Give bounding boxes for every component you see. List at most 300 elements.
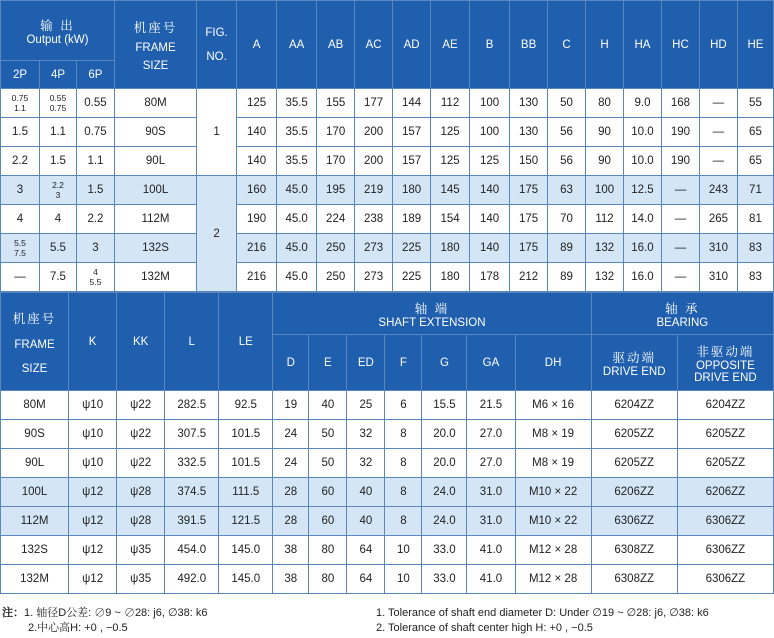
table-row [1, 478, 774, 507]
dimension-cell: 238 [355, 205, 393, 234]
l-cell: 374.5 [165, 478, 219, 507]
dimension-cell: 170 [317, 147, 355, 176]
output-cell: 2.2 [1, 147, 40, 176]
shaft-cell: M10 × 22 [515, 507, 591, 536]
opposite-end-bearing-cell: 6306ZZ [677, 536, 773, 565]
output-cell [40, 176, 77, 205]
col-header: AE [431, 1, 470, 89]
k-cell: ψ12 [69, 536, 117, 565]
col-header: AC [355, 1, 393, 89]
dimension-cell: 16.0 [624, 263, 662, 292]
dimension-table-shaft [0, 292, 774, 594]
output-cell: 0.55 [76, 89, 114, 118]
dimension-cell: 45.0 [277, 176, 317, 205]
shaft-cell: 10 [385, 536, 422, 565]
notes-en [376, 606, 709, 636]
frame2-header-en2: SIZE [21, 362, 48, 375]
frame-size-cell: 90L [114, 147, 196, 176]
output-cell-part: 0.75 [49, 103, 67, 113]
frame-size-cell: 112M [1, 507, 69, 536]
shaft-cell: M10 × 22 [515, 478, 591, 507]
shaft-cell: 41.0 [467, 536, 515, 565]
shaft-cell: 64 [347, 565, 385, 594]
dimension-table-main [0, 0, 774, 292]
drive-end-bearing-cell: 6306ZZ [591, 507, 677, 536]
shaft-cell: 50 [309, 420, 347, 449]
shaft-col-header: GA [467, 335, 515, 391]
col-header: B [470, 1, 510, 89]
output-cell: 7.5 [40, 263, 77, 292]
dimension-cell: 216 [237, 234, 277, 263]
shaft-cell: 41.0 [467, 565, 515, 594]
dimension-cell: 65 [737, 147, 773, 176]
output-header [1, 1, 115, 61]
output-cell: 1.5 [40, 147, 77, 176]
kk-cell: ψ22 [117, 449, 165, 478]
frame-size-header-2 [1, 293, 69, 391]
col-header: AA [277, 1, 317, 89]
dimension-cell: 190 [661, 118, 699, 147]
table-row [1, 449, 774, 478]
l-cell: 454.0 [165, 536, 219, 565]
shaft-col-header: F [385, 335, 422, 391]
fig-no-cell: 2 [197, 176, 237, 292]
main-table-header [1, 1, 774, 89]
frame-size-cell: 100L [1, 478, 69, 507]
table-row [1, 565, 774, 594]
shaft-header-cn: 轴 端 [414, 301, 450, 316]
col-header: HE [737, 1, 773, 89]
shaft-cell: M6 × 16 [515, 391, 591, 420]
shaft-cell: 25 [347, 391, 385, 420]
dimension-cell: 155 [317, 89, 355, 118]
dimension-cell: 225 [393, 263, 431, 292]
output-cell-part: 7.5 [14, 248, 26, 258]
dimension-cell: 70 [548, 205, 586, 234]
dimension-cell: 125 [431, 118, 470, 147]
pole-header-2p: 2P [1, 61, 40, 89]
dimension-cell: 145 [431, 176, 470, 205]
output-cell [1, 89, 40, 118]
shaft-cell: 38 [273, 565, 309, 594]
l-cell: 332.5 [165, 449, 219, 478]
table-row [1, 391, 774, 420]
opposite-end-bearing-cell: 6206ZZ [677, 478, 773, 507]
dimension-cell: 180 [431, 234, 470, 263]
dimension-cell: 310 [699, 234, 737, 263]
col-header: AB [317, 1, 355, 89]
frame-header-en1: FRAME [135, 41, 176, 54]
col-header: HA [624, 1, 662, 89]
dimension-cell: 140 [470, 205, 510, 234]
shaft-cell: 8 [385, 420, 422, 449]
dimension-cell: 112 [431, 89, 470, 118]
opp-end-en1: OPPOSITE [695, 359, 755, 372]
le-cell: 145.0 [219, 536, 273, 565]
output-cell: 0.75 [76, 118, 114, 147]
shaft-cell: 20.0 [422, 420, 467, 449]
shaft-table-header [1, 293, 774, 391]
dimension-cell: 90 [586, 147, 624, 176]
dimension-cell: 125 [470, 147, 510, 176]
dimension-cell: 90 [586, 118, 624, 147]
dimension-cell: — [661, 176, 699, 205]
le-cell: 121.5 [219, 507, 273, 536]
bearing-header-cn: 轴 承 [665, 301, 700, 316]
dimension-cell: 10.0 [624, 147, 662, 176]
dimension-cell: — [699, 89, 737, 118]
dimension-cell: 178 [470, 263, 510, 292]
dimension-cell: 154 [431, 205, 470, 234]
table-row [1, 147, 774, 176]
drive-end-bearing-cell: 6308ZZ [591, 565, 677, 594]
shaft-cell: 31.0 [467, 478, 515, 507]
col-header: A [237, 1, 277, 89]
dimension-cell: 180 [393, 176, 431, 205]
dimension-cell: 225 [393, 234, 431, 263]
table-row [1, 536, 774, 565]
frame-size-cell: 90S [1, 420, 69, 449]
dimension-cell: 175 [510, 205, 548, 234]
dimension-cell: 16.0 [624, 234, 662, 263]
output-cell [40, 89, 77, 118]
dimension-cell: 180 [431, 263, 470, 292]
fig-header-line2: NO. [206, 50, 227, 63]
shaft-cell: 40 [347, 478, 385, 507]
col-header: H [586, 1, 624, 89]
le-header: LE [219, 293, 273, 391]
dimension-cell: 250 [317, 263, 355, 292]
table-row [1, 89, 774, 118]
k-cell: ψ12 [69, 565, 117, 594]
dimension-cell: 35.5 [277, 147, 317, 176]
l-cell: 391.5 [165, 507, 219, 536]
shaft-cell: 33.0 [422, 536, 467, 565]
shaft-col-header: G [422, 335, 467, 391]
dimension-cell: 175 [510, 234, 548, 263]
dimension-cell: 100 [586, 176, 624, 205]
output-cell: 3 [1, 176, 40, 205]
dimension-cell: 200 [355, 118, 393, 147]
dimension-cell: 125 [237, 89, 277, 118]
shaft-col-header: E [309, 335, 347, 391]
dimension-cell: 83 [737, 234, 773, 263]
shaft-cell: 31.0 [467, 507, 515, 536]
dimension-cell: — [661, 205, 699, 234]
frame2-header-cn: 机座号 [12, 311, 57, 326]
l-cell: 492.0 [165, 565, 219, 594]
dimension-cell: 224 [317, 205, 355, 234]
dimension-cell: — [661, 263, 699, 292]
shaft-cell: 38 [273, 536, 309, 565]
dimension-cell: 140 [237, 147, 277, 176]
output-cell: 5.5 [40, 234, 77, 263]
le-cell: 101.5 [219, 449, 273, 478]
le-cell: 145.0 [219, 565, 273, 594]
shaft-cell: 32 [347, 449, 385, 478]
shaft-cell: 28 [273, 507, 309, 536]
shaft-cell: 80 [309, 536, 347, 565]
kk-cell: ψ22 [117, 420, 165, 449]
opposite-end-bearing-cell: 6205ZZ [677, 420, 773, 449]
k-cell: ψ12 [69, 507, 117, 536]
note-en-2: 2. Tolerance of shaft center high H: +0 , −0.5 [376, 622, 593, 634]
output-cell-part: 0.55 [49, 93, 67, 103]
frame-size-cell: 80M [114, 89, 196, 118]
dimension-cell: 310 [699, 263, 737, 292]
dimension-cell: 170 [317, 118, 355, 147]
dimension-cell: 56 [548, 147, 586, 176]
output-header-cn: 输 出 [40, 18, 75, 33]
frame-size-cell: 90S [114, 118, 196, 147]
col-header: AD [393, 1, 431, 89]
output-cell-part: 4 [93, 267, 98, 277]
dimension-cell: 112 [586, 205, 624, 234]
dimension-cell: 265 [699, 205, 737, 234]
dimension-cell: 9.0 [624, 89, 662, 118]
dimension-cell: 150 [510, 147, 548, 176]
col-header: HC [661, 1, 699, 89]
pole-header-6p: 6P [76, 61, 114, 89]
opp-end-en2: DRIVE END [694, 371, 757, 384]
shaft-cell: 21.5 [467, 391, 515, 420]
opposite-end-bearing-cell: 6306ZZ [677, 565, 773, 594]
frame-size-cell: 132M [1, 565, 69, 594]
col-header: C [548, 1, 586, 89]
frame-size-cell: 90L [1, 449, 69, 478]
drive-end-bearing-cell: 6205ZZ [591, 420, 677, 449]
drive-end-bearing-cell: 6308ZZ [591, 536, 677, 565]
opp-end-cn: 非驱动端 [696, 344, 755, 359]
dimension-cell: 132 [586, 234, 624, 263]
opposite-end-bearing-cell: 6306ZZ [677, 507, 773, 536]
dimension-cell: 157 [393, 147, 431, 176]
dimension-cell: 14.0 [624, 205, 662, 234]
table-row [1, 263, 774, 292]
kk-cell: ψ28 [117, 507, 165, 536]
dimension-cell: 45.0 [277, 205, 317, 234]
shaft-cell: 24 [273, 420, 309, 449]
note-cn-2: 2.中心高H: +0 , −0.5 [28, 622, 128, 634]
frame-size-cell: 112M [114, 205, 196, 234]
dimension-cell: 125 [431, 147, 470, 176]
dimension-cell: 273 [355, 234, 393, 263]
shaft-header-en: SHAFT EXTENSION [378, 316, 486, 329]
kk-header: KK [117, 293, 165, 391]
dimension-cell: 190 [661, 147, 699, 176]
shaft-cell: 8 [385, 507, 422, 536]
shaft-cell: 80 [309, 565, 347, 594]
dimension-cell: 216 [237, 263, 277, 292]
bearing-header [591, 293, 773, 335]
dimension-cell: 71 [737, 176, 773, 205]
dimension-cell: 132 [586, 263, 624, 292]
table-row [1, 176, 774, 205]
dimension-cell: 55 [737, 89, 773, 118]
table-row [1, 118, 774, 147]
table-row [1, 234, 774, 263]
dimension-cell: 10.0 [624, 118, 662, 147]
k-header: K [69, 293, 117, 391]
output-cell-part: 0.75 [11, 93, 29, 103]
shaft-cell: 27.0 [467, 420, 515, 449]
dimension-cell: 45.0 [277, 234, 317, 263]
shaft-extension-header [273, 293, 591, 335]
frame-header-cn: 机座号 [133, 20, 178, 35]
dimension-cell: 130 [510, 118, 548, 147]
shaft-cell: M8 × 19 [515, 449, 591, 478]
k-cell: ψ10 [69, 449, 117, 478]
pole-header-4p: 4P [40, 61, 77, 89]
shaft-cell: 60 [309, 478, 347, 507]
shaft-cell: 24 [273, 449, 309, 478]
dimension-cell: 35.5 [277, 118, 317, 147]
shaft-cell: 64 [347, 536, 385, 565]
shaft-cell: 40 [347, 507, 385, 536]
dimension-cell: 80 [586, 89, 624, 118]
frame-header-en2: SIZE [142, 59, 169, 72]
output-cell: 1.5 [76, 176, 114, 205]
frame-size-header [114, 1, 196, 89]
drive-end-cn: 驱动端 [612, 350, 656, 365]
dimension-cell: 212 [510, 263, 548, 292]
fig-header-line1: FIG. [205, 26, 228, 39]
fig-no-header [197, 1, 237, 89]
drive-end-bearing-cell: 6206ZZ [591, 478, 677, 507]
output-cell [76, 263, 114, 292]
main-table-body [1, 89, 774, 292]
output-cell-part: 5.5 [14, 238, 26, 248]
shaft-cell: 20.0 [422, 449, 467, 478]
shaft-cell: 8 [385, 449, 422, 478]
kk-cell: ψ35 [117, 565, 165, 594]
k-cell: ψ10 [69, 391, 117, 420]
output-cell: 4 [1, 205, 40, 234]
shaft-cell: 24.0 [422, 507, 467, 536]
drive-end-bearing-cell: 6205ZZ [591, 449, 677, 478]
shaft-cell: 19 [273, 391, 309, 420]
output-cell: 3 [76, 234, 114, 263]
shaft-col-header: DH [515, 335, 591, 391]
note-en-1: 1. Tolerance of shaft end diameter D: Under ∅19 ~ ∅28: j6, ∅38: k6 [376, 607, 709, 619]
shaft-cell: 60 [309, 507, 347, 536]
output-cell: 1.1 [40, 118, 77, 147]
output-cell [1, 234, 40, 263]
output-cell-part: 1.1 [14, 103, 26, 113]
shaft-cell: M8 × 19 [515, 420, 591, 449]
frame-size-cell: 100L [114, 176, 196, 205]
dimension-cell: 100 [470, 89, 510, 118]
note-cn-1: 1. 轴径D公差: ∅9 ~ ∅28: j6, ∅38: k6 [24, 607, 208, 619]
bearing-header-en: BEARING [656, 316, 709, 329]
dimension-cell: 200 [355, 147, 393, 176]
shaft-cell: 8 [385, 478, 422, 507]
l-cell: 307.5 [165, 420, 219, 449]
dimension-cell: 144 [393, 89, 431, 118]
k-cell: ψ12 [69, 478, 117, 507]
dimension-cell: 35.5 [277, 89, 317, 118]
kk-cell: ψ28 [117, 478, 165, 507]
output-cell: 2.2 [76, 205, 114, 234]
kk-cell: ψ35 [117, 536, 165, 565]
dimension-cell: 63 [548, 176, 586, 205]
dimension-cell: 140 [470, 234, 510, 263]
dimension-cell: 250 [317, 234, 355, 263]
dimension-cell: 177 [355, 89, 393, 118]
fig-no-cell: 1 [197, 89, 237, 176]
notes [0, 604, 774, 638]
table-row [1, 420, 774, 449]
shaft-cell: 40 [309, 391, 347, 420]
shaft-cell: 28 [273, 478, 309, 507]
shaft-cell: 32 [347, 420, 385, 449]
shaft-col-header: ED [347, 335, 385, 391]
opposite-drive-end-header [677, 335, 773, 391]
shaft-table-body [1, 391, 774, 594]
output-cell: — [1, 263, 40, 292]
shaft-cell: 10 [385, 565, 422, 594]
shaft-cell: 27.0 [467, 449, 515, 478]
dimension-cell: 157 [393, 118, 431, 147]
shaft-cell: 15.5 [422, 391, 467, 420]
le-cell: 101.5 [219, 420, 273, 449]
output-cell-part: 2.2 [52, 180, 64, 190]
shaft-cell: 33.0 [422, 565, 467, 594]
dimension-cell: 243 [699, 176, 737, 205]
dimension-cell: 100 [470, 118, 510, 147]
output-cell: 1.1 [76, 147, 114, 176]
shaft-cell: M12 × 28 [515, 565, 591, 594]
notes-cn [2, 606, 208, 636]
dimension-cell: 130 [510, 89, 548, 118]
dimension-cell: 89 [548, 234, 586, 263]
dimension-cell: 189 [393, 205, 431, 234]
dimension-cell: 160 [237, 176, 277, 205]
output-cell: 1.5 [1, 118, 40, 147]
frame-size-cell: 132S [114, 234, 196, 263]
output-cell-part: 5.5 [89, 277, 102, 287]
le-cell: 92.5 [219, 391, 273, 420]
dimension-cell: 273 [355, 263, 393, 292]
shaft-cell: 6 [385, 391, 422, 420]
dimension-cell: — [661, 234, 699, 263]
frame-size-cell: 132S [1, 536, 69, 565]
dimension-cell: 89 [548, 263, 586, 292]
dimension-cell: 83 [737, 263, 773, 292]
k-cell: ψ10 [69, 420, 117, 449]
drive-end-en: DRIVE END [602, 365, 666, 378]
frame-size-cell: 80M [1, 391, 69, 420]
col-header: HD [699, 1, 737, 89]
dimension-cell: 175 [510, 176, 548, 205]
kk-cell: ψ22 [117, 391, 165, 420]
shaft-cell: M12 × 28 [515, 536, 591, 565]
dimension-cell: 168 [661, 89, 699, 118]
dimension-cell: 56 [548, 118, 586, 147]
dimension-cell: 12.5 [624, 176, 662, 205]
output-cell-part: 3 [55, 190, 61, 200]
dimension-cell: 219 [355, 176, 393, 205]
l-header: L [165, 293, 219, 391]
shaft-col-header: D [273, 335, 309, 391]
opposite-end-bearing-cell: 6204ZZ [677, 391, 773, 420]
shaft-cell: 50 [309, 449, 347, 478]
table-row [1, 205, 774, 234]
dimension-cell: 190 [237, 205, 277, 234]
opposite-end-bearing-cell: 6205ZZ [677, 449, 773, 478]
l-cell: 282.5 [165, 391, 219, 420]
dimension-cell: 140 [237, 118, 277, 147]
